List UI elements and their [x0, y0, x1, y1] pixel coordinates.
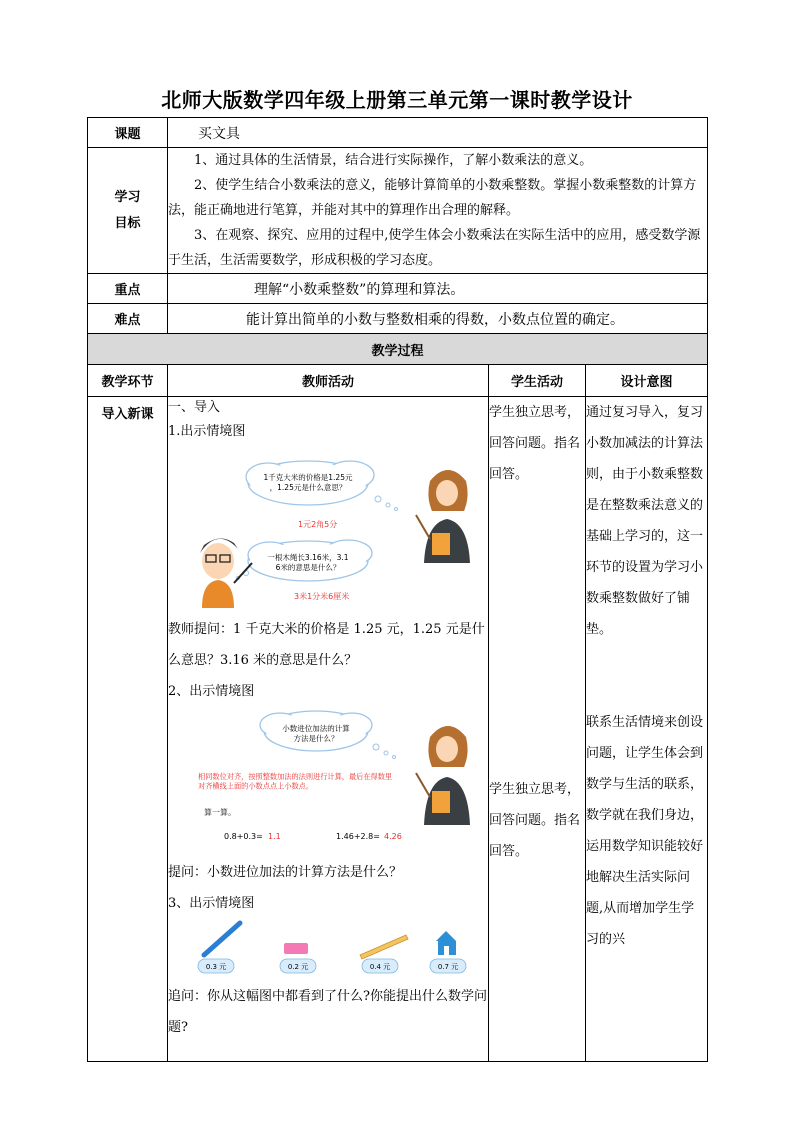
goal-item: 2、使学生结合小数乘法的意义，能够计算简单的小数乘整数。掌握小数乘整数的计算方法，能正确地进行笔算，并能对其中的算理作出合理的解释。 — [168, 178, 697, 218]
thought-bubble-3 — [260, 711, 396, 759]
difficulty-value: 能计算出简单的小数与整数相乘的得数，小数点位置的确定。 — [168, 304, 708, 334]
teacher-woman-icon — [416, 470, 470, 563]
column-header-stage: 教学环节 — [88, 365, 168, 397]
design-intent — [586, 397, 708, 1062]
intro-heading: 一、导入 — [168, 400, 221, 415]
goal-item: 1、通过具体的生活情景，结合进行实际操作，了解小数乘法的意义。 — [194, 153, 593, 168]
price-tag: 0.3 元 — [205, 963, 227, 971]
price-tag: 0.4 元 — [369, 963, 391, 971]
goals-content — [168, 148, 708, 274]
scene2-illustration — [168, 707, 476, 857]
price-tags — [198, 959, 466, 973]
rule-text: 相同数位对齐，按照整数加法的法则进行计算，最后在得数里对齐横线上面的小数点点上小数点。 — [198, 772, 393, 791]
pencil-sharpener-icon — [436, 931, 456, 955]
scene1-illustration — [168, 443, 476, 608]
design-intent-1: 通过复习导入，复习小数加减法的计算法则，由于小数乘整数是在整数乘法意义的基础上学习的，这一环节的设置为学习小数乘整数做好了铺垫。 — [586, 405, 704, 637]
column-header-student: 学生活动 — [489, 365, 586, 397]
ruler-icon — [360, 935, 408, 959]
key-point-value: 理解“小数乘整数”的算理和算法。 — [168, 274, 708, 304]
column-header-design: 设计意图 — [586, 365, 708, 397]
teacher-woman-icon — [416, 726, 470, 825]
bubble1-text: 1千克大米的价格是1.25元，1.25元是什么意思？ — [263, 473, 353, 493]
process-header: 教学过程 — [88, 334, 708, 365]
answer1-text: 1元2角5分 — [298, 520, 338, 529]
calc1-text: 0.8+0.3= — [224, 832, 263, 841]
eraser-icon — [284, 943, 308, 954]
step3-label: 3、出示情境图 — [168, 896, 255, 911]
bubble3-text: 小数进位加法的计算方法是什么？ — [282, 724, 350, 744]
calc-title: 算一算。 — [204, 808, 236, 817]
question1-text: 教师提问：1 千克大米的价格是 1.25 元，1.25 元是什么意思？3.16 米的意思是什么？ — [168, 622, 485, 668]
topic-value: 买文具 — [168, 118, 708, 148]
topic-label: 课题 — [88, 118, 168, 148]
student-activity-2: 学生独立思考，回答问题。指名回答。 — [489, 782, 581, 859]
thought-bubble-2 — [237, 540, 373, 581]
difficulty-label: 难点 — [88, 304, 168, 334]
student-activity-1: 学生独立思考，回答问题。指名回答。 — [489, 405, 581, 482]
answer2-text: 3米1分米6厘米 — [294, 592, 350, 601]
question3-text: 追问：你从这幅图中都看到了什么?你能提出什么数学问题? — [168, 989, 487, 1035]
teacher-activity — [168, 397, 489, 1062]
goals-label: 学习目标 — [88, 148, 168, 274]
calc2-answer: 4.26 — [384, 832, 402, 841]
question2-text: 提问：小数进位加法的计算方法是什么？ — [168, 865, 403, 880]
document-title: 北师大版数学四年级上册第三单元第一课时教学设计 — [161, 88, 633, 112]
key-point-label: 重点 — [88, 274, 168, 304]
bubble2-text: 一根木绳长3.16米，3.1 6米的意思是什么？ — [267, 553, 349, 573]
pencil-icon — [204, 923, 240, 955]
price-tag: 0.7 元 — [437, 963, 459, 971]
thought-bubble-1 — [246, 461, 398, 511]
stage-intro: 导入新课 — [88, 397, 168, 1062]
goal-item: 3、在观察、探究、应用的过程中,使学生体会小数乘法在实际生活中的应用，感受数学源于生活，生活需要数学，形成积极的学习态度。 — [168, 228, 701, 268]
scene3-illustration — [168, 919, 476, 977]
student-activity — [489, 397, 586, 1062]
lesson-plan-table — [87, 117, 708, 1062]
step2-label: 2、出示情境图 — [168, 684, 255, 699]
calc2-text: 1.46+2.8= — [336, 832, 380, 841]
column-header-teacher: 教师活动 — [168, 365, 489, 397]
price-tag: 0.2 元 — [287, 963, 309, 971]
calc1-answer: 1.1 — [268, 832, 281, 841]
step1-label: 1.出示情境图 — [168, 424, 246, 439]
design-intent-2: 联系生活情境来创设问题，让学生体会到数学与生活的联系，数学就在我们身边，运用数学知识能较好地解决生活实际问题,从而增加学生学习的兴 — [586, 715, 704, 947]
